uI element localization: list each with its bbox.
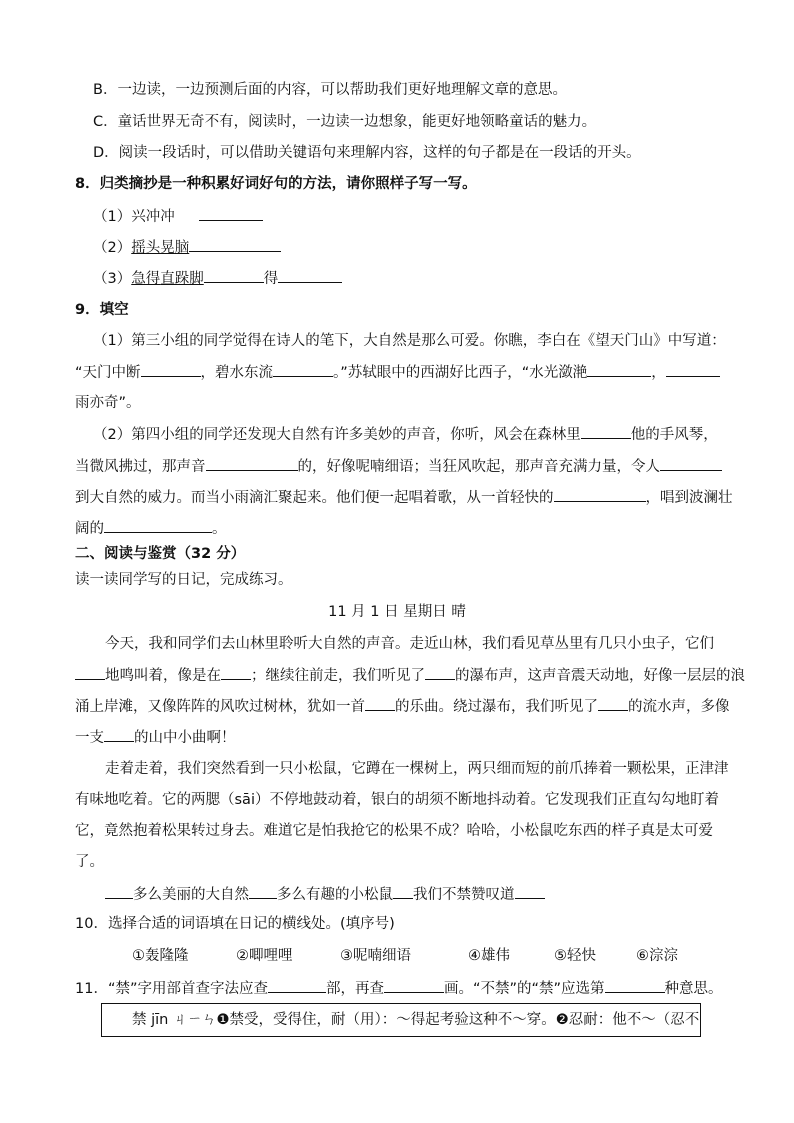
q9-blank-2[interactable] [273,362,333,377]
q9-p1-text-b: ，碧水东流 [200,365,274,381]
q8-item3-mid: 得 [263,271,279,287]
q8-item2-label: （2） [93,240,132,256]
q11-blank-2[interactable] [384,978,444,993]
q9-blank-4[interactable] [666,362,720,377]
q8-item3-blank1[interactable] [204,268,264,283]
q10-stem: 10．选择合适的词语填在日记的横线处。(填序号) [75,916,395,932]
q9-blank-3[interactable] [587,362,651,377]
q8-stem: 8．归类摘抄是一种积累好词好句的方法，请你照样子写一写。 [75,176,477,192]
q8-item1-blank[interactable] [199,206,263,221]
dictionary-entry-text: 禁 jīn ㄐㄧㄣ❶禁受，受得住，耐（用）：～得起考验这种不～穿。❷忍耐：他不～（忍不 [132,1012,700,1028]
q9-p2-text-h: 。 [212,521,227,537]
q11-text-b: 部，再查 [325,981,384,997]
option-b: B．一边读，一边预测后面的内容，可以帮助我们更好地理解文章的意思。 [93,82,567,98]
q8-item3-label: （3） [93,271,132,287]
q9-blank-8[interactable] [554,487,646,502]
q8-item3-blank2[interactable] [278,268,342,283]
q9-p1-text-c: 。”苏轼眼中的西湖好比西子，“水光潋滟 [333,365,588,381]
q9-blank-9[interactable] [104,518,212,533]
diary-blank-3[interactable] [425,665,455,680]
diary-blank-10[interactable] [515,884,545,899]
q10-option-1[interactable]: ①轰隆隆 [132,948,189,964]
q9-p2-line3 [75,487,733,508]
q8-item2 [93,237,281,258]
diary-blank-6[interactable] [104,727,134,742]
diary-p2-line2: 有味地吃着。它的两腮（sāi）不停地鼓动着，银白的胡须不断地抖动着。它发现我们正直勾勾地盯着 [75,792,719,808]
section-heading: 二、阅读与鉴赏（32 分） [75,546,246,562]
q9-blank-1[interactable] [141,362,201,377]
q9-p2-text-g: 阔的 [75,521,104,537]
q9-blank-5[interactable] [581,424,631,439]
q9-p1-line2 [75,362,720,383]
diary-text-f: 的流水声，多像 [628,699,730,715]
diary-p1-line3 [75,696,730,717]
diary-text-c: 的瀑布声，这声音震天动地，好像一层层的浪 [455,668,745,684]
q9-p2-line2 [75,456,722,477]
diary-blank-2[interactable] [221,665,251,680]
diary-p2-line3: 它，竟然抱着松果转过身去。难道它是怕我抢它的松果不成？哈哈，小松鼠吃东西的样子真是太可爱 [75,823,713,839]
q8-item1 [93,206,263,227]
q8-item3-word1: 急得 [131,271,161,287]
q8-item1-label: （1）兴冲冲 [93,209,175,225]
q8-item3 [93,268,342,289]
q11-text-c: 画。“不禁”的“禁”应选第 [443,981,605,997]
diary-text-j: 多么有趣的小松鼠 [277,887,393,903]
q9-p2-text-d: 的，好像呢喃细语；当狂风吹起，那声音充满力量，令人 [297,459,660,475]
q9-blank-6[interactable] [206,456,298,471]
q11-blank-3[interactable] [605,978,665,993]
diary-blank-8[interactable] [249,884,277,899]
diary-text-b: ；继续往前走，我们听见了 [251,668,425,684]
diary-text-d: 涌上岸滩，又像阵阵的风吹过树林，犹如一首 [75,699,365,715]
diary-text-g: 一支 [75,730,104,746]
diary-p1-line1: 今天，我和同学们去山林里聆听大自然的声音。走近山林，我们看见草丛里有几只小虫子，它们 [105,636,714,652]
q9-p2-text-b: 他的手风琴， [630,427,718,443]
q10-option-2[interactable]: ②唧哩哩 [236,948,293,964]
q9-p1-text-d: ， [651,365,666,381]
q8-item2-blank[interactable] [189,237,281,252]
reading-intro: 读一读同学写的日记，完成练习。 [75,572,293,588]
option-c: C．童话世界无奇不有，阅读时，一边读一边想象，能更好地领略童话的魅力。 [93,114,597,130]
q9-p2-line1 [93,424,718,445]
diary-p2-line1: 走着走着，我们突然看到一只小松鼠，它蹲在一棵树上，两只细而短的前爪捧着一颗松果，正津津 [105,761,729,777]
diary-blank-7[interactable] [105,884,133,899]
diary-text-h: 的山中小曲啊！ [134,730,236,746]
dictionary-entry-box [101,1003,701,1037]
diary-text-i: 多么美丽的大自然 [133,887,249,903]
diary-blank-4[interactable] [365,696,395,711]
q11-text-d: 种意思。 [664,981,723,997]
q9-p1-text-a: “天门中断 [75,365,141,381]
diary-blank-9[interactable] [393,884,413,899]
q9-stem: 9．填空 [75,302,129,318]
q8-item3-word2: 直跺脚 [160,271,204,287]
diary-blank-5[interactable] [598,696,628,711]
q11-blank-1[interactable] [268,978,326,993]
diary-date: 11 月 1 日 星期日 晴 [328,604,466,620]
q10-option-3[interactable]: ③呢喃细语 [340,948,411,964]
q10-option-4[interactable]: ④雄伟 [468,948,510,964]
diary-p1-line2 [75,665,745,686]
q8-item2-word: 摇头晃脑 [131,240,190,256]
q10-option-6[interactable]: ⑥淙淙 [636,948,678,964]
diary-blank-1[interactable] [75,665,105,680]
q9-p2-text-c: 当微风拂过，那声音 [75,459,206,475]
q9-p2-text-a: （2）第四小组的同学还发现大自然有许多美妙的声音，你听，风会在森林里 [93,427,581,443]
diary-text-a: 地鸣叫着，像是在 [105,668,221,684]
q9-p1-line3: 雨亦奇”。 [75,395,141,411]
q10-option-5[interactable]: ⑤轻快 [554,948,596,964]
q9-p2-text-f: ，唱到波澜壮 [645,490,733,506]
q11-text-a: 11．“禁”字用部首查字法应查 [75,981,268,997]
q9-blank-7[interactable] [660,456,722,471]
diary-p2-line4: 了。 [75,854,104,870]
q9-p2-text-e: 到大自然的威力。而当小雨滴汇聚起来。他们便一起唱着歌，从一首轻快的 [75,490,554,506]
diary-p1-line4 [75,727,236,748]
q9-p1-line1: （1）第三小组的同学觉得在诗人的笔下，大自然是那么可爱。你瞧，李白在《望天门山》中写道： [93,333,726,349]
q10-options [132,946,696,966]
diary-p3 [105,884,545,905]
diary-text-e: 的乐曲。绕过瀑布，我们听见了 [395,699,598,715]
q9-p2-line4 [75,518,227,539]
q11-stem [75,978,723,999]
option-d: D．阅读一段话时，可以借助关键语句来理解内容，这样的句子都是在一段话的开头。 [93,145,641,161]
diary-text-k: 我们不禁赞叹道 [413,887,515,903]
